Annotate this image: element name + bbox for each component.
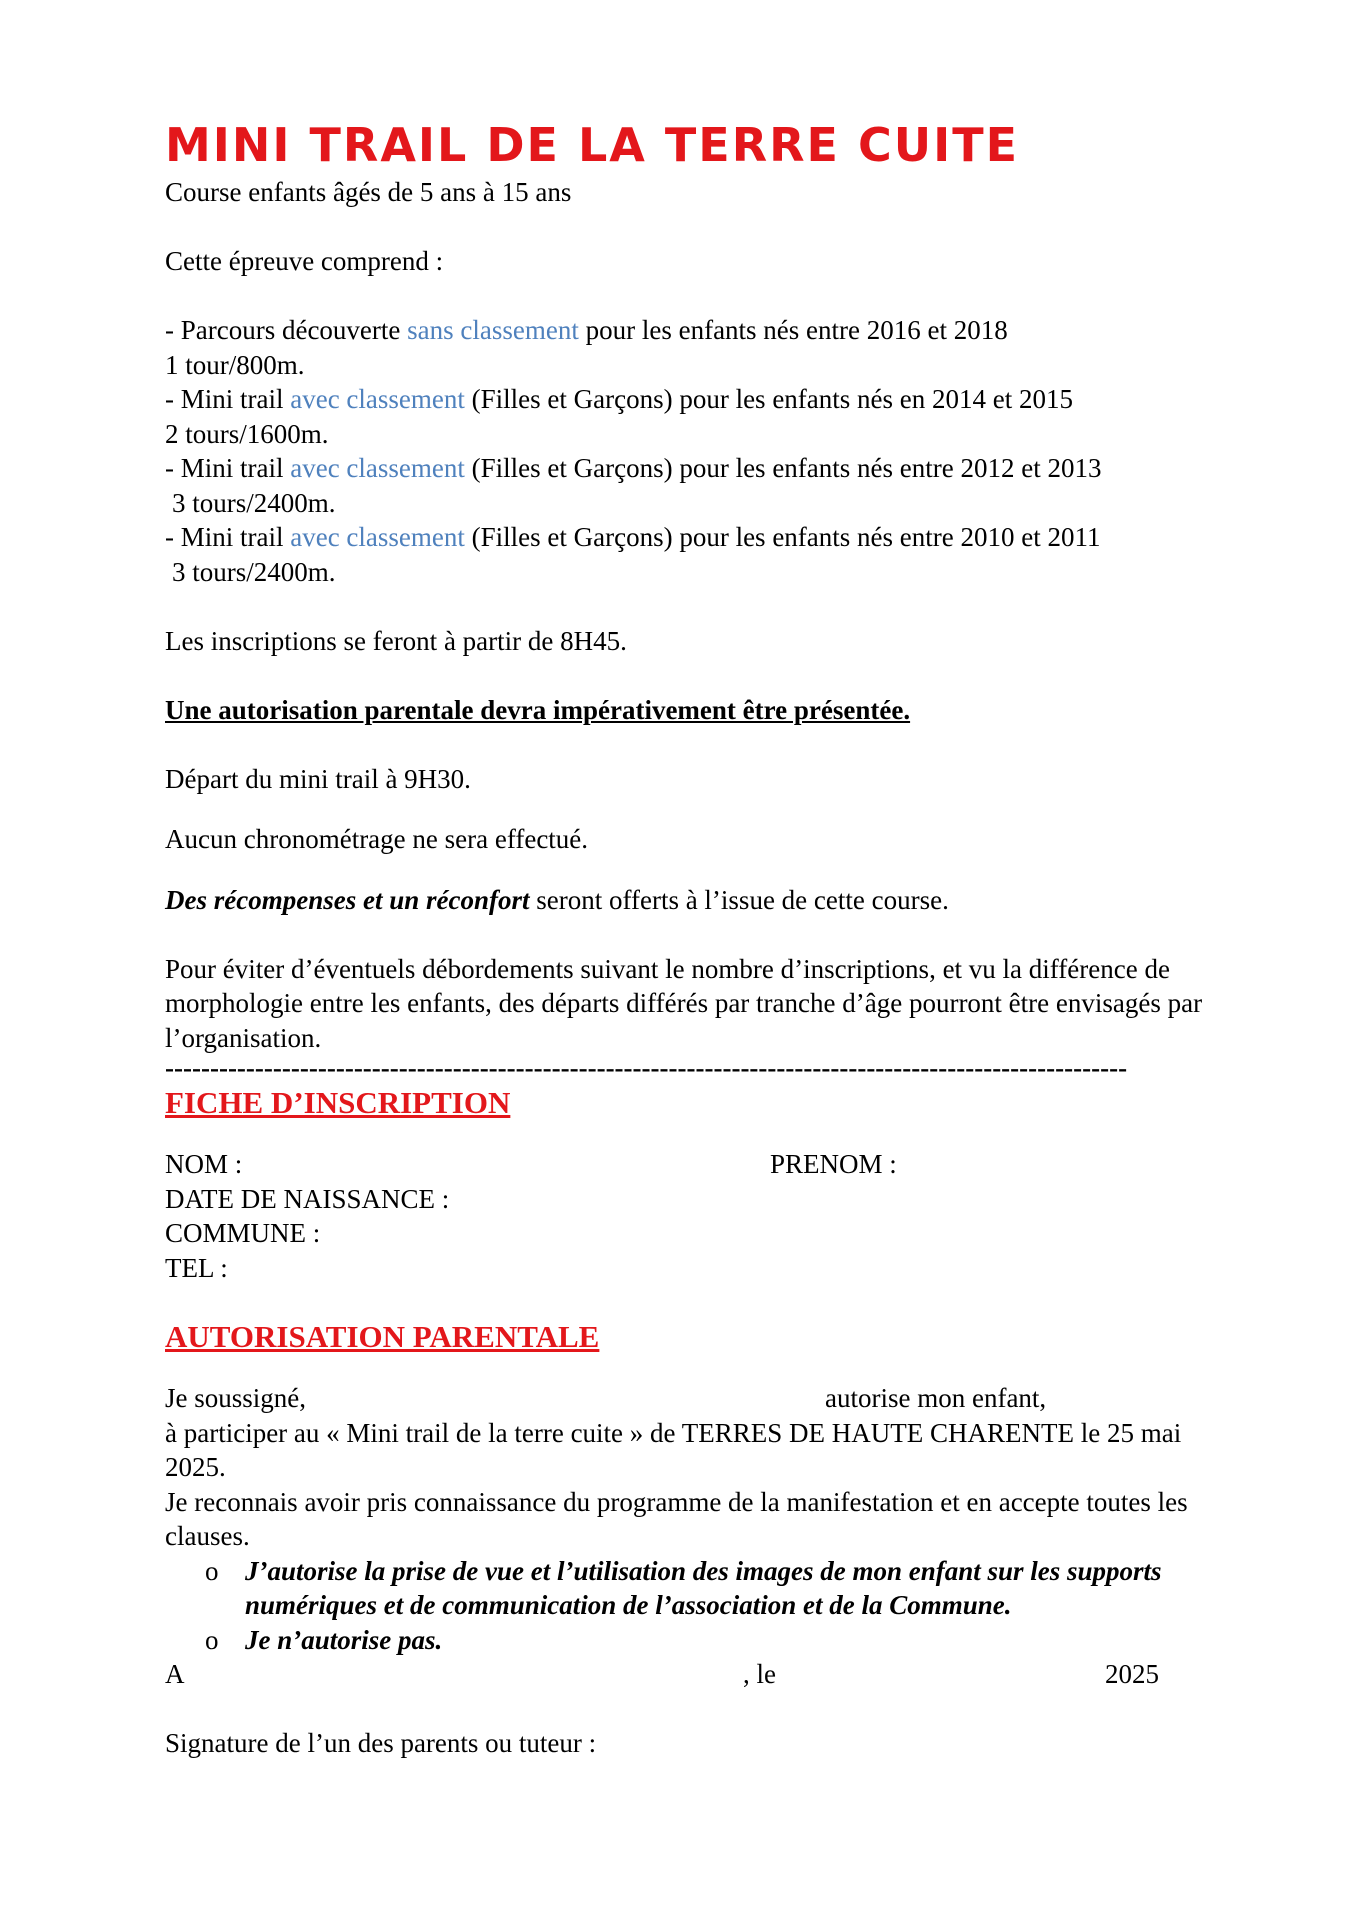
image-rights-options: [165, 1554, 1245, 1658]
course-list: [165, 313, 1245, 589]
authorization-section: [165, 1381, 1245, 1761]
subtitle: Course enfants âgés de 5 ans à 15 ans: [165, 177, 572, 207]
course-suffix: (Filles et Garçons) pour les enfants nés entre 2012 et 2013: [464, 453, 1102, 483]
course-item: [165, 520, 1245, 555]
course-distance: 2 tours/1600m.: [165, 418, 329, 449]
soussigne-row: [165, 1381, 1245, 1416]
course-distance: 3 tours/2400m.: [172, 556, 336, 587]
option-bullet[interactable]: o: [205, 1624, 219, 1655]
place-label: A: [165, 1659, 185, 1689]
option-authorize-text: J’autorise la prise de vue et l’utilisation des images de mon enfant sur les supports numériques et de communication de l’association et de la Commune.: [245, 1555, 1162, 1620]
option-bullet[interactable]: o: [205, 1555, 219, 1586]
commune-label: COMMUNE :: [165, 1218, 321, 1248]
course-item: [165, 313, 1245, 348]
rewards-text: [165, 883, 1245, 918]
course-highlight: avec classement: [290, 453, 465, 483]
option-deny-text: Je n’autorise pas.: [245, 1624, 443, 1655]
birthdate-label: DATE DE NAISSANCE :: [165, 1183, 450, 1214]
authorization-title: AUTORISATION PARENTALE: [165, 1319, 600, 1354]
parental-notice: Une autorisation parentale devra impérativement être présentée.: [165, 694, 911, 725]
prenom-label: PRENOM :: [770, 1149, 897, 1179]
registration-time: Les inscriptions se feront à partir de 8H45.: [165, 625, 627, 656]
signature-label: Signature de l’un des parents ou tuteur :: [165, 1728, 597, 1758]
autorise-enfant-label: autorise mon enfant,: [825, 1383, 1047, 1413]
course-suffix: (Filles et Garçons) pour les enfants nés en 2014 et 2015: [464, 384, 1073, 414]
document-page: [165, 115, 1245, 1761]
page-title: MINI TRAIL DE LA TERRE CUITE: [165, 118, 1020, 172]
course-prefix: - Mini trail: [165, 453, 291, 483]
form-title: FICHE D’INSCRIPTION: [165, 1085, 511, 1120]
course-item: [165, 451, 1245, 486]
course-prefix: - Mini trail: [165, 384, 291, 414]
registration-form: [165, 1147, 1245, 1285]
tel-label: TEL :: [165, 1252, 228, 1283]
option-deny[interactable]: [165, 1623, 1245, 1658]
rewards-bold: Des récompenses et un réconfort: [165, 884, 530, 915]
rewards-rest: seront offerts à l’issue de cette course.: [529, 884, 949, 915]
course-highlight: avec classement: [290, 522, 465, 552]
form-row-name: [165, 1147, 1245, 1182]
course-distance: 3 tours/2400m.: [172, 487, 336, 518]
course-highlight: sans classement: [407, 315, 579, 345]
course-prefix: - Parcours découverte: [165, 315, 408, 345]
date-label: , le: [743, 1659, 776, 1689]
course-suffix: (Filles et Garçons) pour les enfants nés entre 2010 et 2011: [464, 522, 1101, 552]
separator-line: -----------------------------------------------------------------------------------------------------------: [165, 1055, 1128, 1081]
start-time: Départ du mini trail à 9H30.: [165, 763, 471, 794]
nom-label: NOM :: [165, 1149, 243, 1179]
place-date-row: [165, 1657, 1245, 1692]
intro-text: Cette épreuve comprend :: [165, 246, 444, 276]
course-prefix: - Mini trail: [165, 522, 291, 552]
course-distance: 1 tour/800m.: [165, 349, 305, 380]
soussigne-label: Je soussigné,: [165, 1383, 306, 1413]
year-label: 2025: [1105, 1659, 1159, 1689]
course-highlight: avec classement: [290, 384, 465, 414]
acknowledge-text: Je reconnais avoir pris connaissance du programme de la manifestation et en accepte toutes les clauses.: [165, 1486, 1188, 1551]
overflow-note: Pour éviter d’éventuels débordements suivant le nombre d’inscriptions, et vu la différence de morphologie entre les enfants, des départs différés par tranche d’âge pourront être envisagés par l’organisation.: [165, 953, 1203, 1053]
participation-text: à participer au « Mini trail de la terre cuite » de TERRES DE HAUTE CHARENTE le 25 mai 2025.: [165, 1417, 1182, 1482]
course-item: [165, 382, 1245, 417]
no-timing: Aucun chronométrage ne sera effectué.: [165, 824, 589, 854]
course-suffix: pour les enfants nés entre 2016 et 2018: [578, 315, 1008, 345]
option-authorize[interactable]: [165, 1554, 1245, 1623]
